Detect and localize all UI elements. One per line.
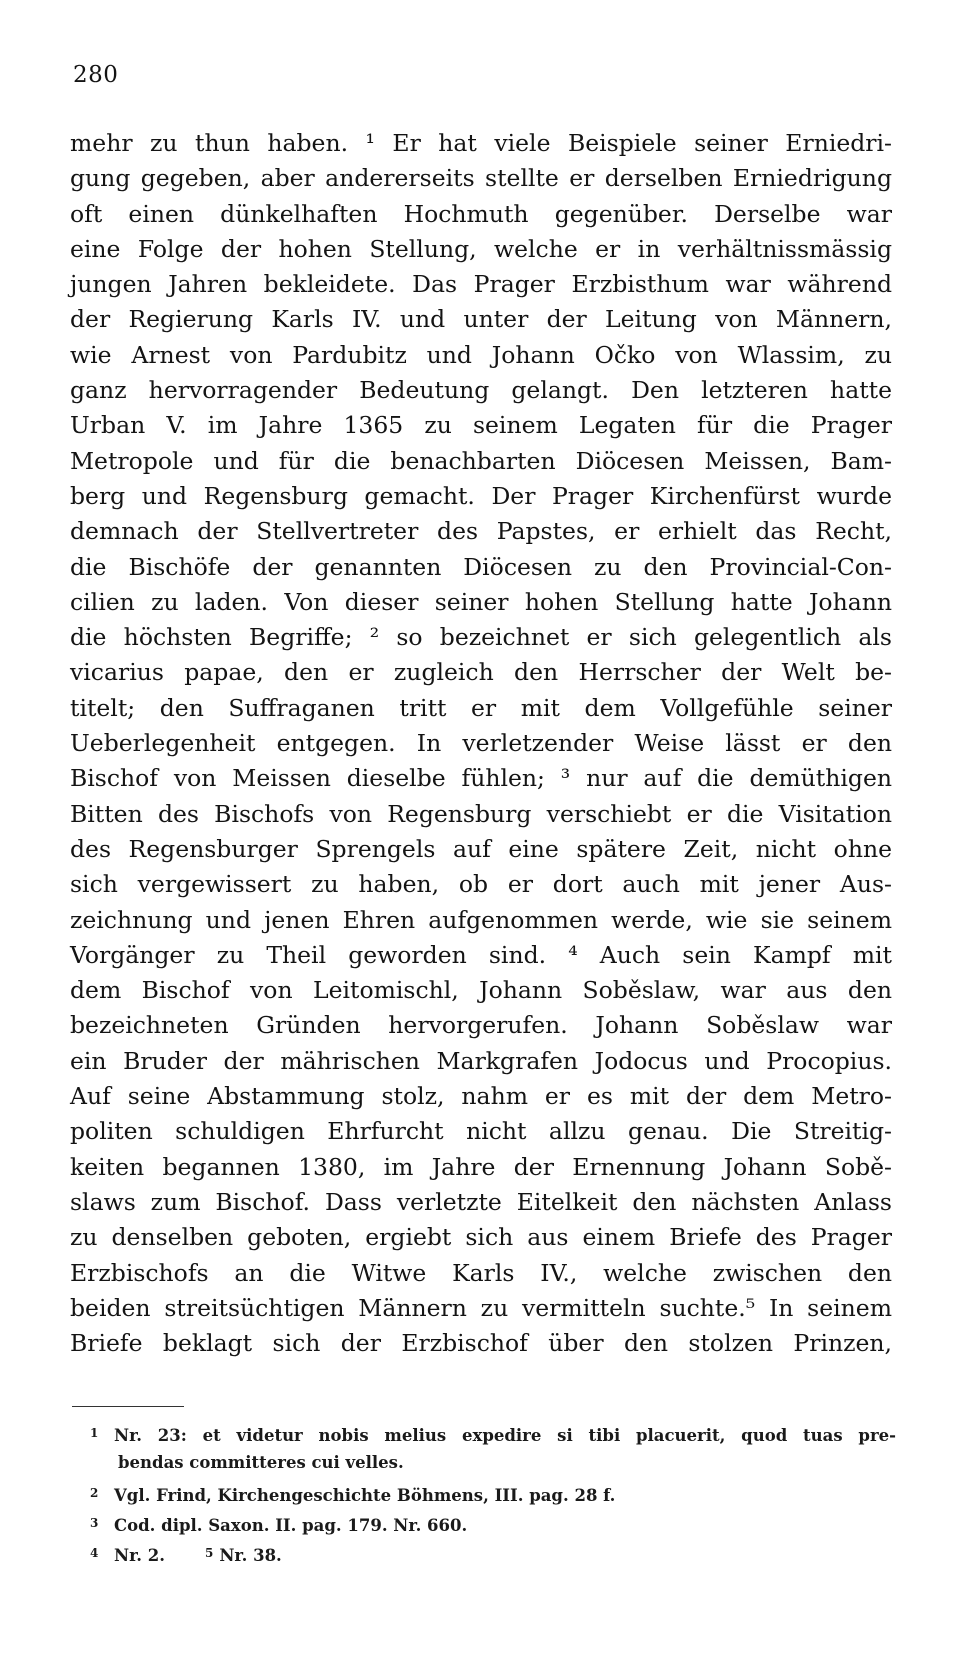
text-line: der Regierung Karls IV. und unter der Leitung von Männern, [70,305,892,334]
footnote-text: Nr. 38. [219,1546,282,1565]
body-text [70,126,892,1361]
text-line: Erzbischofs an die Witwe Karls IV., welche zwischen den [70,1258,892,1287]
footnote-text: Nr. 23: et videtur nobis melius expedire si tibi placuerit, quod tuas pre- [114,1426,896,1445]
footnote-marker: 4 [90,1546,99,1560]
text-line: mehr zu thun haben. ¹ Er hat viele Beispiele seiner Erniedri- [70,129,892,157]
text-line: sich vergewissert zu haben, ob er dort auch mit jener Aus- [70,870,892,899]
text-line: jungen Jahren bekleidete. Das Prager Erzbisthum war während [70,270,892,299]
text-line: demnach der Stellvertreter des Papstes, er erhielt das Recht, [70,517,892,546]
text-line: keiten begannen 1380, im Jahre der Ernennung Johann Sobě- [70,1152,892,1181]
footnote-marker: 1 [90,1426,99,1440]
footnote-3 [90,1508,896,1538]
footnote-text: Nr. 2. [114,1546,165,1565]
text-line: eine Folge der hohen Stellung, welche er in verhältnissmässig [70,234,892,263]
text-line: vicarius papae, den er zugleich den Herrscher der Welt be- [70,658,892,687]
footnote-1 [90,1418,896,1448]
text-line: Metropole und für die benachbarten Diöcesen Meissen, Bam- [70,446,892,475]
text-line: des Regensburger Sprengels auf eine spätere Zeit, nicht ohne [70,834,892,863]
text-line: Urban V. im Jahre 1365 zu seinem Legaten für die Prager [70,411,892,440]
page-number: 280 [73,62,119,88]
footnote-marker: 2 [90,1486,99,1500]
text-line: gung gegeben, aber andererseits stellte er derselben Erniedrigung [70,164,892,193]
text-line: beiden streitsüchtigen Männern zu vermitteln suchte.⁵ In seinem [70,1293,892,1322]
footnote-2 [90,1478,896,1508]
footnote-divider [72,1406,184,1407]
text-line: wie Arnest von Pardubitz und Johann Očko von Wlassim, zu [70,340,892,369]
footnote-marker: 5 [204,1546,214,1560]
text-line: die Bischöfe der genannten Diöcesen zu den Provincial-Con- [70,552,892,581]
text-line: ein Bruder der mährischen Markgrafen Jodocus und Procopius. [70,1046,892,1075]
footnote-1-continuation: bendas committeres cui velles. [118,1453,404,1472]
text-line: bezeichneten Gründen hervorgerufen. Johann Soběslaw war [70,1011,892,1040]
text-line: ganz hervorragender Bedeutung gelangt. Den letzteren hatte [70,376,892,405]
text-line: die höchsten Begriffe; ² so bezeichnet er sich gelegentlich als [70,623,892,652]
footnote-text: Cod. dipl. Saxon. II. pag. 179. Nr. 660. [114,1516,468,1535]
text-line: Auf seine Abstammung stolz, nahm er es mit der dem Metro- [70,1082,892,1111]
footnote-4-5 [90,1538,896,1568]
footnote-text: Vgl. Frind, Kirchengeschichte Böhmens, III. pag. 28 f. [114,1486,616,1505]
text-line: Bischof von Meissen dieselbe fühlen; ³ nur auf die demüthigen [70,764,892,793]
text-line: zu denselben geboten, ergiebt sich aus einem Briefe des Prager [70,1223,892,1252]
text-line: Vorgänger zu Theil geworden sind. ⁴ Auch sein Kampf mit [70,940,892,969]
text-line: Briefe beklagt sich der Erzbischof über den stolzen Prinzen, [70,1329,892,1358]
text-line: Bitten des Bischofs von Regensburg verschiebt er die Visitation [70,799,892,828]
text-line: zeichnung und jenen Ehren aufgenommen werde, wie sie seinem [70,905,892,934]
text-line: slaws zum Bischof. Dass verletzte Eitelkeit den nächsten Anlass [70,1187,892,1216]
footnote-marker: 3 [90,1516,99,1530]
text-line: oft einen dünkelhaften Hochmuth gegenüber. Derselbe war [70,199,892,228]
text-line: berg und Regensburg gemacht. Der Prager Kirchenfürst wurde [70,481,892,510]
text-line: dem Bischof von Leitomischl, Johann Soběslaw, war aus den [70,976,892,1005]
text-line: titelt; den Suffraganen tritt er mit dem Vollgefühle seiner [70,693,892,722]
text-line: cilien zu laden. Von dieser seiner hohen Stellung hatte Johann [70,587,892,616]
text-line: Ueberlegenheit entgegen. In verletzender Weise lässt er den [70,729,892,758]
text-line: politen schuldigen Ehrfurcht nicht allzu genau. Die Streitig- [70,1117,892,1146]
footnotes [90,1418,896,1568]
